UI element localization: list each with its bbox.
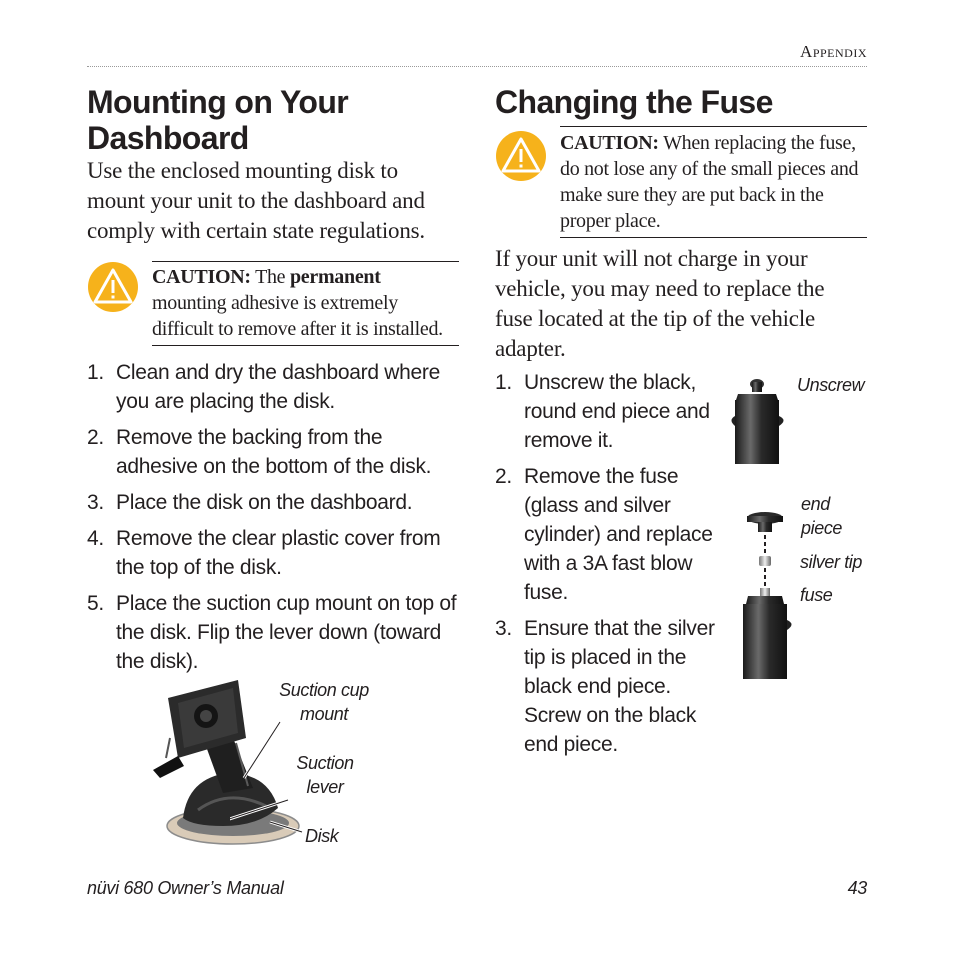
- caution-text-mounting: [152, 264, 459, 342]
- label-silver-tip: silver tip: [800, 552, 863, 572]
- footer-manual-title: nüvi 680 Owner’s Manual: [87, 878, 284, 898]
- caution-bottom-rule: [560, 237, 867, 238]
- caution-block-fuse: [495, 126, 867, 238]
- caution-top-rule: [152, 261, 459, 262]
- intro-paragraph-fuse: If your unit will not charge in your vehicle, you may need to replace the fuse located at the tip of the vehicle adapter.: [495, 246, 825, 361]
- label-fuse: fuse: [800, 585, 833, 605]
- caution-icon: [495, 130, 547, 182]
- adapter-unscrew-illustration: [730, 376, 800, 466]
- caution-block-mounting: [87, 261, 459, 347]
- label-disk: Disk: [305, 826, 339, 846]
- list-item: 3. Place the disk on the dashboard.: [87, 491, 413, 514]
- list-item: 4. Remove the clear plastic cover from the top of the disk.: [87, 527, 441, 579]
- label-end-piece: end piece: [801, 494, 843, 538]
- list-item: 5. Place the suction cup mount on top of the disk. Flip the lever down (toward the disk).: [87, 592, 457, 673]
- caution-bottom-rule: [152, 345, 459, 346]
- page-title-fuse: Changing the Fuse: [495, 84, 773, 120]
- list-item: 1. Clean and dry the dashboard where you are placing the disk.: [87, 361, 440, 413]
- section-header: Appendix: [800, 42, 867, 61]
- list-item: 2. Remove the fuse (glass and silver cylinder) and replace with a 3A fast blow fuse.: [495, 465, 713, 604]
- footer-page-number: 43: [847, 878, 867, 898]
- label-unscrew: Unscrew: [797, 375, 865, 395]
- caution-lead: The: [255, 266, 286, 288]
- header-divider: [87, 66, 867, 67]
- caution-rest: mounting adhesive is extremely difficult to remove after it is installed.: [152, 292, 443, 340]
- caution-emphasis: permanent: [289, 266, 381, 288]
- intro-paragraph-mounting: Use the enclosed mounting disk to mount your unit to the dashboard and comply with certain state regulations.: [87, 158, 425, 243]
- list-item: 3. Ensure that the silver tip is placed in the black end piece. Screw on the black end piece.: [495, 617, 715, 756]
- page-title-mounting: Mounting on Your Dashboard: [87, 84, 349, 156]
- caution-top-rule: [560, 126, 867, 127]
- caution-body: When replacing the fuse, do not lose any of the small pieces and make sure they are put back in the proper place.: [560, 132, 859, 232]
- caution-label: CAUTION:: [560, 132, 659, 154]
- list-item: 1. Unscrew the black, round end piece and remove it.: [495, 371, 710, 452]
- fuse-exploded-illustration: [738, 508, 808, 683]
- caution-label: CAUTION:: [152, 266, 251, 288]
- list-item: 2. Remove the backing from the adhesive on the bottom of the disk.: [87, 426, 432, 478]
- label-suction-cup-mount: Suction cup mount: [279, 680, 369, 724]
- caution-icon: [87, 261, 139, 313]
- caution-text-fuse: [560, 130, 867, 234]
- label-suction-lever: Suction lever: [296, 753, 354, 797]
